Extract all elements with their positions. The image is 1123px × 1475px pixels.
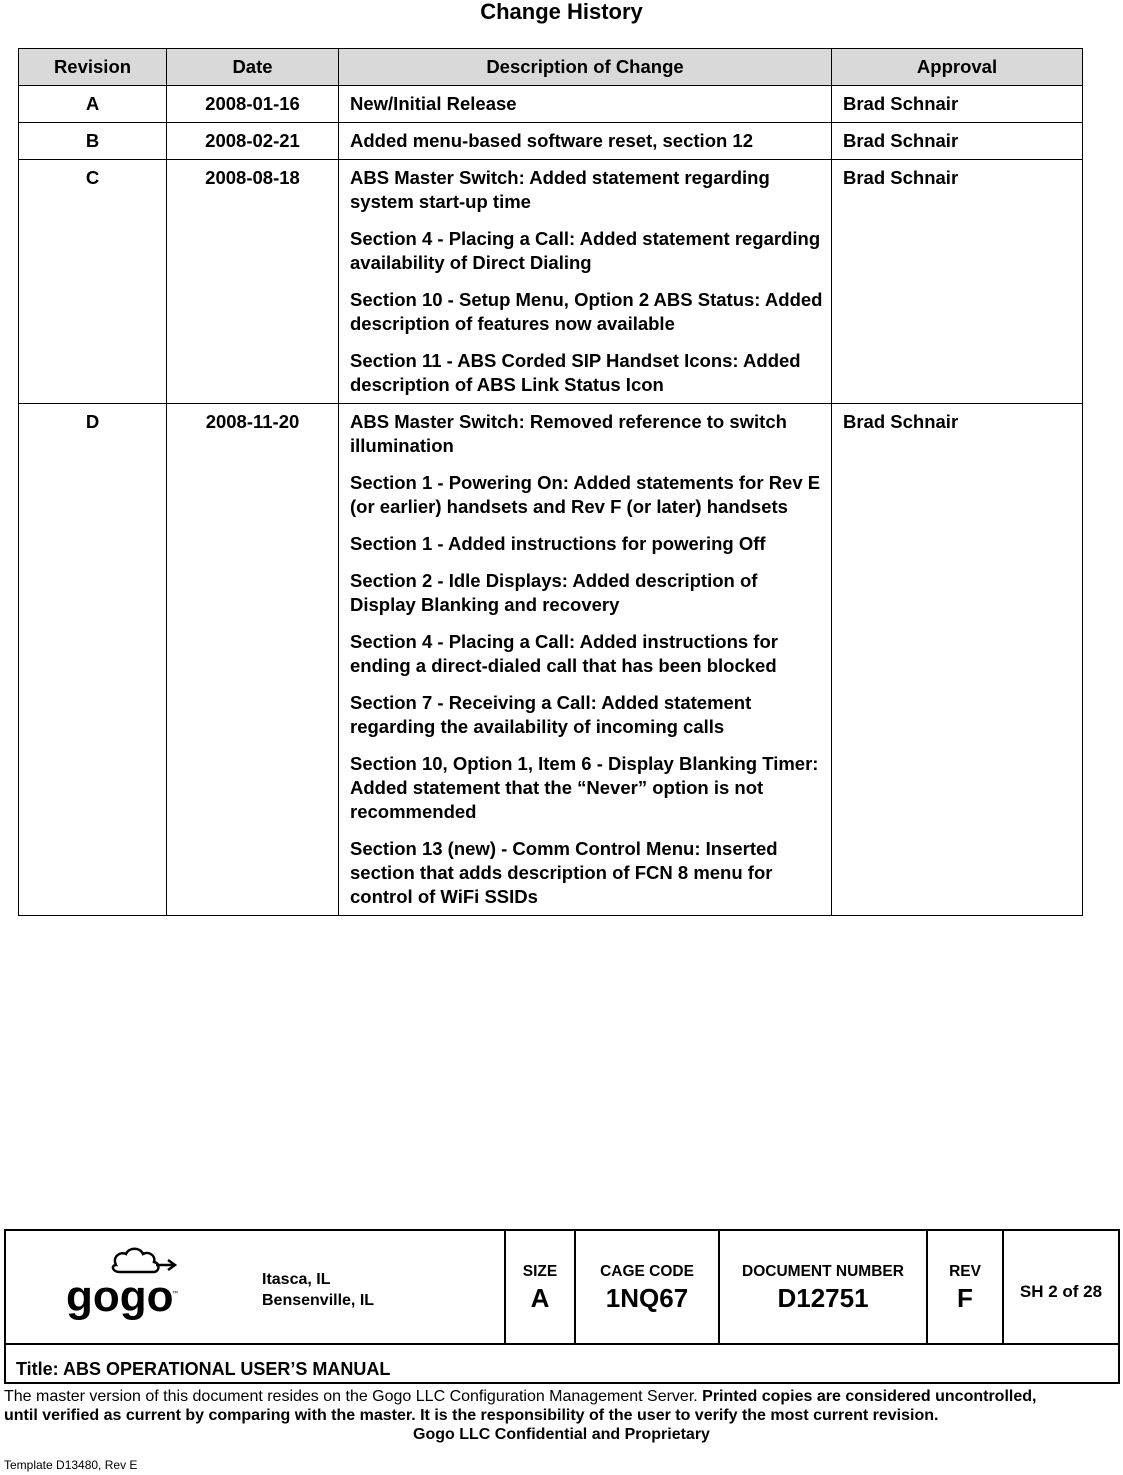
approval-cell: Brad Schnair xyxy=(832,86,1083,123)
divider xyxy=(6,1343,1118,1345)
description-cell xyxy=(339,160,832,404)
change-entry: Section 10, Option 1, Item 6 - Display Blanking Timer: Added statement that the “Never” option is not recommended xyxy=(350,753,819,822)
sheet-number: SH 2 of 28 xyxy=(1019,1282,1103,1301)
description-cell xyxy=(339,404,832,916)
revision-cell: C xyxy=(19,160,167,404)
header-revision: Revision xyxy=(19,49,167,86)
document-number-cell xyxy=(720,1231,928,1343)
change-entry: Section 11 - ABS Corded SIP Handset Icons: Added description of ABS Link Status Icon xyxy=(350,350,801,395)
revision-cell xyxy=(928,1231,1004,1343)
company-cell xyxy=(6,1231,506,1343)
revision-cell: B xyxy=(19,123,167,160)
change-entry: New/Initial Release xyxy=(350,93,517,114)
cage-code-cell xyxy=(576,1231,720,1343)
change-entry: ABS Master Switch: Added statement regarding system start-up time xyxy=(350,167,770,212)
change-entry: Section 4 - Placing a Call: Added statement regarding availability of Direct Dialing xyxy=(350,228,821,273)
change-entry: Section 4 - Placing a Call: Added instructions for ending a direct-dialed call that has been blocked xyxy=(350,631,778,676)
revision-cell: D xyxy=(19,404,167,916)
cage-code-value: 1NQ67 xyxy=(605,1283,689,1313)
gogo-logo xyxy=(64,1243,194,1329)
title-block xyxy=(4,1229,1120,1384)
table-row xyxy=(19,123,1083,160)
table-row xyxy=(19,404,1083,916)
description-cell xyxy=(339,123,832,160)
note-bold-1: Printed copies are considered uncontrolled, xyxy=(702,1388,1037,1405)
change-entry: Section 7 - Receiving a Call: Added statement regarding the availability of incoming calls xyxy=(350,692,752,737)
revision-label: REV xyxy=(949,1263,981,1280)
approval-cell: Brad Schnair xyxy=(832,404,1083,916)
location-line-2: Bensenville, IL xyxy=(262,1292,375,1309)
date-cell: 2008-11-20 xyxy=(167,404,339,916)
note-line-2 xyxy=(0,1406,1123,1425)
document-title: Title: ABS OPERATIONAL USER’S MANUAL xyxy=(16,1359,391,1379)
location xyxy=(262,1269,374,1311)
header-description: Description of Change xyxy=(339,49,832,86)
distribution-note xyxy=(0,1387,1123,1444)
size-label: SIZE xyxy=(522,1263,558,1280)
change-entry: ABS Master Switch: Removed reference to switch illumination xyxy=(350,411,787,456)
change-entry: Section 13 (new) - Comm Control Menu: Inserted section that adds description of FCN 8 menu for control of WiFi SSIDs xyxy=(350,838,778,907)
approval-cell: Brad Schnair xyxy=(832,123,1083,160)
location-line-1: Itasca, IL xyxy=(262,1271,331,1288)
size-value: A xyxy=(530,1283,550,1313)
date-cell: 2008-01-16 xyxy=(167,86,339,123)
size-cell xyxy=(506,1231,576,1343)
change-history-table xyxy=(18,48,1083,916)
note-line-1 xyxy=(0,1387,1123,1406)
header-date: Date xyxy=(167,49,339,86)
note-plain: The master version of this document resides on the Gogo LLC Configuration Management Server. xyxy=(4,1388,703,1405)
change-entry: Section 2 - Idle Displays: Added description of Display Blanking and recovery xyxy=(350,570,758,615)
table-header-row xyxy=(19,49,1083,86)
change-entry: Added menu-based software reset, section 12 xyxy=(350,130,754,151)
change-entry: Section 1 - Added instructions for powering Off xyxy=(350,533,766,554)
header-approval: Approval xyxy=(832,49,1083,86)
cage-code-label: CAGE CODE xyxy=(600,1263,694,1280)
confidential-notice: Gogo LLC Confidential and Proprietary xyxy=(413,1426,710,1443)
change-entry: Section 10 - Setup Menu, Option 2 ABS Status: Added description of features now available xyxy=(350,289,823,334)
description-cell xyxy=(339,86,832,123)
approval-cell: Brad Schnair xyxy=(832,160,1083,404)
sheet-cell xyxy=(1004,1231,1118,1343)
document-number-value: D12751 xyxy=(777,1283,869,1313)
page-title: Change History xyxy=(480,0,643,24)
revision-cell: A xyxy=(19,86,167,123)
table-row xyxy=(19,86,1083,123)
template-id: Template D13480, Rev E xyxy=(4,1458,138,1472)
svg-text:™: ™ xyxy=(172,1291,178,1297)
note-bold-2: until verified as current by comparing with the master. It is the responsibility of the user to verify the most current revision. xyxy=(4,1407,939,1424)
document-number-label: DOCUMENT NUMBER xyxy=(742,1263,904,1280)
revision-value: F xyxy=(957,1283,973,1313)
date-cell: 2008-08-18 xyxy=(167,160,339,404)
date-cell: 2008-02-21 xyxy=(167,123,339,160)
table-row xyxy=(19,160,1083,404)
change-entry: Section 1 - Powering On: Added statements for Rev E (or earlier) handsets and Rev F (or later) handsets xyxy=(350,472,821,517)
svg-text:gogo: gogo xyxy=(66,1272,174,1321)
